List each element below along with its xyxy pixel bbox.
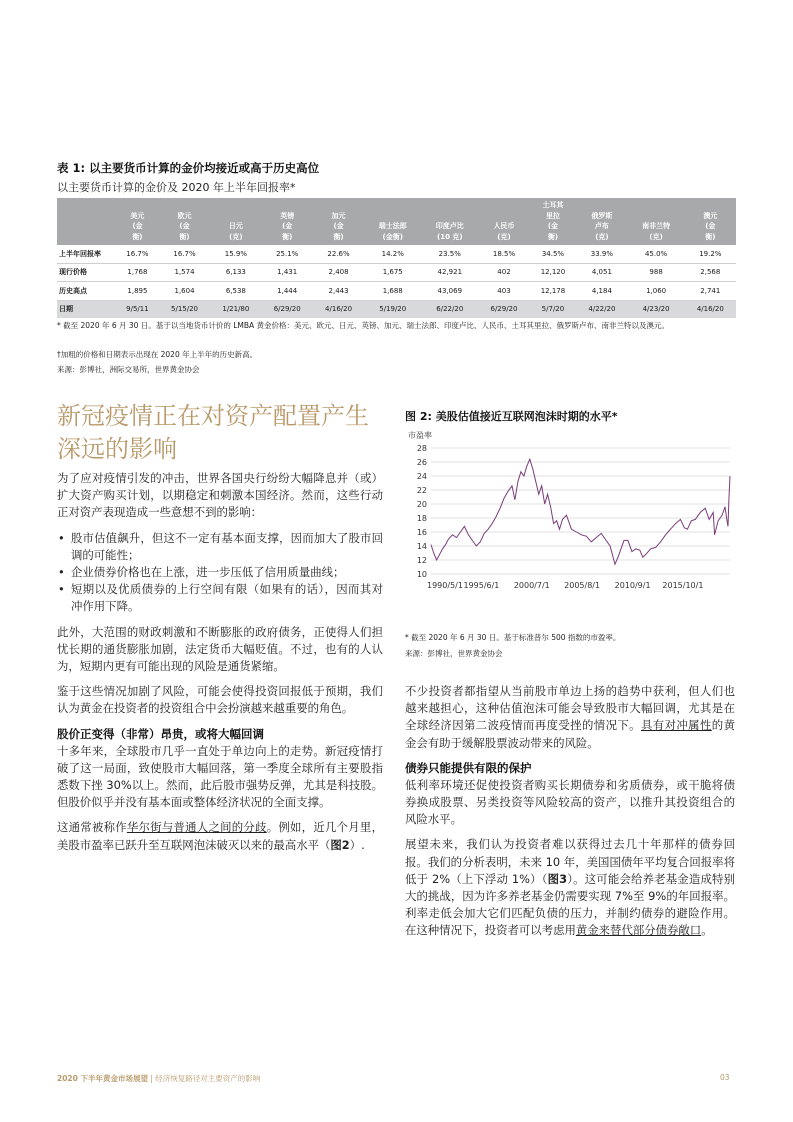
table-cell: 1,431 (262, 263, 313, 282)
table-row (57, 282, 736, 301)
figure-note: * 截至 2020 年 6 月 30 日。基于标准普尔 500 指数的市盈率。 (405, 633, 621, 642)
table-cell: 4/22/20 (576, 300, 627, 318)
y-tick-label: 20 (416, 500, 427, 509)
right-paragraph-3 (405, 836, 735, 939)
chart-yticks (417, 444, 427, 579)
list-item: • 短期以及优质债券的上行空间有限（如果有的话），因而其对冲作用下降。 (57, 581, 383, 615)
footer-report-name: 2020 下半年黄金市场展望 (57, 1074, 148, 1083)
paragraph-2: 此外，大范围的财政刺激和不断膨胀的政府债务，正使得人们担忧长期的通货膨胀加剧，法定货币大幅贬值。不过，也有的人认为，短期内更有可能出现的风险是通货紧缩。 (57, 624, 383, 674)
x-tick-label: 2000/7/1 (513, 581, 550, 590)
table-cell: 12,120 (530, 263, 577, 282)
table-title: 表 1: 以主要货币计算的金价均接近或高于历史高位 (57, 161, 320, 175)
table-cell: 42,921 (421, 263, 478, 282)
table-cell: 4/16/20 (313, 300, 364, 318)
column-header: 澳元 (金 衡) (685, 198, 736, 245)
table-cell: 23.5% (421, 245, 478, 263)
table-cell: 14.2% (364, 245, 421, 263)
table-cell: 22.6% (313, 245, 364, 263)
table-cell: 4/23/20 (628, 300, 685, 318)
table-cell: 1,768 (116, 263, 159, 282)
column-header: 日元 (克) (210, 198, 261, 245)
text: 。 (701, 923, 713, 938)
text: ）。这可能会给养老基金造成特别大的挑战，因为许多养老基金仍需要实现 7%至 9%的年回报率。利率走低会加大它们匹配负债的压力，并制约债券的避险作用。在这种情况下，投资者可以考虑用 (405, 871, 735, 938)
right-paragraph-1 (405, 683, 735, 752)
figure-title: 图 2: 美股估值接近互联网泡沫时期的水平* (405, 410, 618, 423)
pe-ratio-series-line (431, 459, 730, 564)
table-cell: 1,604 (159, 282, 210, 301)
y-tick-label: 28 (416, 444, 427, 453)
column-header: 南非兰特 (克) (628, 198, 685, 245)
section-heading: 新冠疫情正在对资产配置产生深远的影响 (57, 402, 369, 463)
paragraph-5 (57, 819, 383, 853)
chart-grid (431, 448, 730, 574)
table-cell: 1/21/80 (210, 300, 261, 318)
table-corner-header (57, 198, 116, 245)
y-tick-label: 22 (416, 486, 427, 495)
table-subtitle: 以主要货币计算的金价及 2020 年上半年回报率* (57, 181, 296, 194)
table-row (57, 245, 736, 263)
table-cell: 6/29/20 (478, 300, 529, 318)
table-cell: 9/5/11 (116, 300, 159, 318)
table-cell: 16.7% (116, 245, 159, 263)
y-tick-label: 10 (416, 570, 427, 579)
table-cell: 2,741 (685, 282, 736, 301)
text: 展望未来，我们认为投资者难以获得过去几十年那样的债券回报。我们的分析表明，未来 10 年，美国国债年平均复合回报率将低于 2%（上下浮动 1%）（ (405, 837, 735, 886)
table-cell: 45.0% (628, 245, 685, 263)
left-column (57, 470, 383, 862)
chart-xticks (427, 581, 703, 590)
row-label: 日期 (57, 300, 116, 318)
table-cell: 5/7/20 (530, 300, 577, 318)
paragraph-3: 鉴于这些情况加剧了风险，可能会使得投资回报低于预期，我们认为黄金在投资者的投资组合中会扮演越来越重要的角色。 (57, 684, 383, 716)
table-cell: 2,408 (313, 263, 364, 282)
y-tick-label: 12 (416, 556, 427, 565)
column-header: 美元 (金 衡) (116, 198, 159, 245)
row-label: 历史高点 (57, 282, 116, 301)
table-cell: 6,133 (210, 263, 261, 282)
table-cell: 1,688 (364, 282, 421, 301)
y-tick-label: 16 (416, 528, 427, 537)
table-note: * 截至 2020 年 6 月 30 日。基于以当地货币计价的 LMBA 黄金价格：美元、欧元、日元、英镑、加元、瑞士法郎、印度卢比、人民币、土耳其里拉、俄罗斯卢布、南非兰特以及澳元。 (57, 321, 670, 330)
gold-price-table (57, 198, 736, 318)
table-cell: 16.7% (159, 245, 210, 263)
row-label: 上半年回报率 (57, 245, 116, 263)
table-cell: 2,568 (685, 263, 736, 282)
link-hedge[interactable]: 具有对冲属性 (640, 718, 712, 733)
footer-section: | 经济恢复路径对主要资产的影响 (148, 1074, 261, 1083)
chart-ylabel: 市盈率 (408, 431, 432, 440)
column-header: 俄罗斯 卢布 (克) (576, 198, 627, 245)
table-cell: 2,443 (313, 282, 364, 301)
table-cell: 4,184 (576, 282, 627, 301)
text: 的黄金会有助于缓解股票波动带来的风险。 (405, 718, 735, 750)
table-note-bold: †加粗的价格和日期表示出现在 2020 年上半年的历史新高。 (57, 350, 258, 359)
page-number: 03 (720, 1073, 730, 1082)
table-cell: 19.2% (685, 245, 736, 263)
x-tick-label: 2005/8/1 (564, 581, 601, 590)
text: 不少投资者都指望从当前股市单边上扬的趋势中获利，但人们也越来越担心，这种估值泡沫可能会导致股市大幅回调，尤其是在全球经济因第二波疫情而再度受挫的情况下。 (405, 684, 735, 733)
pe-ratio-chart (405, 440, 735, 600)
y-tick-label: 18 (416, 514, 427, 523)
table-cell: 402 (478, 263, 529, 282)
right-column (405, 683, 735, 948)
text: ）. (349, 837, 365, 852)
table-cell: 403 (478, 282, 529, 301)
column-header: 印度卢比 (10 克) (421, 198, 478, 245)
bullet-list (57, 530, 383, 616)
table-cell: 1,675 (364, 263, 421, 282)
subheading-bonds: 债券只能提供有限的保护 (405, 760, 532, 775)
footer-title (57, 1073, 260, 1084)
table-cell: 1,060 (628, 282, 685, 301)
table-cell: 6,538 (210, 282, 261, 301)
text: 这通常被称作 (57, 820, 127, 835)
x-tick-label: 1995/6/1 (463, 581, 500, 590)
column-header: 英镑 (金 衡) (262, 198, 313, 245)
table-cell: 988 (628, 263, 685, 282)
table-cell: 4/16/20 (685, 300, 736, 318)
right-paragraph-2: 低利率环境还促使投资者购买长期债券和劣质债券，或干脆将债券换成股票、另类投资等风险较高的资产，以推升其投资组合的风险水平。 (405, 777, 735, 827)
x-tick-label: 1990/5/1 (427, 581, 463, 590)
figure-ref: 图2 (330, 837, 350, 852)
table-cell: 25.1% (262, 245, 313, 263)
figure-source: 来源：彭博社，世界黄金协会 (405, 649, 503, 658)
subheading-equities: 股价正变得（非常）昂贵，或将大幅回调 (57, 726, 264, 741)
column-header: 加元 (金 衡) (313, 198, 364, 245)
link-wall-street[interactable]: 华尔街与普通人之间的分歧 (126, 820, 267, 835)
table-cell: 1,444 (262, 282, 313, 301)
paragraph-4: 十多年来，全球股市几乎一直处于单边向上的走势。新冠疫情打破了这一局面，致使股市大幅回落，第一季度全球所有主要股指悉数下挫 30%以上。然而，此后股市强势反弹，尤其是科技股。但股价似乎并没有基本面或整体经济状况的全面支撑。 (57, 743, 383, 810)
link-gold-bonds[interactable]: 黄金来替代部分债券敞口 (575, 923, 702, 938)
row-label: 现行价格 (57, 263, 116, 282)
y-tick-label: 24 (416, 472, 427, 481)
y-tick-label: 26 (416, 458, 427, 467)
column-header: 人民币 (克) (478, 198, 529, 245)
column-header: 瑞士法郎 (金衡) (364, 198, 421, 245)
list-item: • 股市估值飙升，但这不一定有基本面支撑，因而加大了股市回调的可能性； (57, 530, 383, 564)
table-cell: 1,895 (116, 282, 159, 301)
list-item: • 企业债券价格也在上涨，进一步压低了信用质量曲线； (57, 564, 383, 581)
table-cell: 12,178 (530, 282, 577, 301)
table-cell: 15.9% (210, 245, 261, 263)
table-cell: 43,069 (421, 282, 478, 301)
table-cell: 6/22/20 (421, 300, 478, 318)
table-row (57, 263, 736, 282)
figure-ref: 图3 (547, 871, 568, 886)
table-source: 来源：彭博社，洲际交易所，世界黄金协会 (57, 365, 200, 374)
text: 。例如，近几个月里，美股市盈率已跃升至互联网泡沫破灭以来的最高水平（ (57, 820, 383, 852)
table-cell: 5/19/20 (364, 300, 421, 318)
table-cell: 1,574 (159, 263, 210, 282)
table-row (57, 300, 736, 318)
column-header: 土耳其 里拉 (金 衡) (530, 198, 577, 245)
table-cell: 4,051 (576, 263, 627, 282)
table-cell: 33.9% (576, 245, 627, 263)
intro-paragraph: 为了应对疫情引发的冲击，世界各国央行纷纷大幅降息并（或）扩大资产购买计划，以期稳定和刺激本国经济。然而，这些行动正对资产表现造成一些意想不到的影响： (57, 471, 383, 520)
table-cell: 6/29/20 (262, 300, 313, 318)
y-tick-label: 14 (416, 542, 427, 551)
table-cell: 18.5% (478, 245, 529, 263)
x-tick-label: 2015/10/1 (662, 581, 704, 590)
table-cell: 5/15/20 (159, 300, 210, 318)
x-tick-label: 2010/9/1 (614, 581, 651, 590)
table-cell: 34.5% (530, 245, 577, 263)
column-header: 欧元 (金 衡) (159, 198, 210, 245)
